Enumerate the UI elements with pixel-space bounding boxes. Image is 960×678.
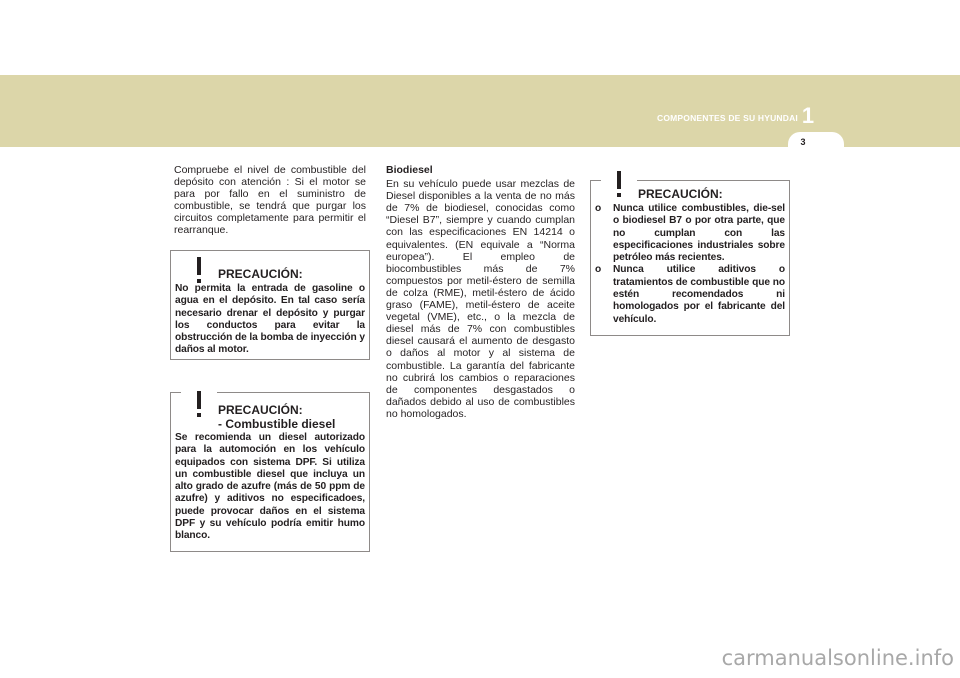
- biodiesel-section: [386, 164, 575, 420]
- warning-icon: [181, 387, 217, 423]
- warning-text: Se recomienda un diesel autorizado para la automoción en los vehículo equipados con sistema DPF. Si utiliza un combustible diesel que incluya un alto grado de azufre (más de 50 ppm de azufre) y aditivos no especificadoes, puede provocar daños en el sistema DPF y su vehículo podría emitir humo blanco.: [175, 432, 365, 542]
- warning-title: PRECAUCIÓN:: [218, 403, 303, 417]
- list-item-text: Nunca utilice aditivos o tratamientos de combustible que no estén recomendados ni homologados por el fabricante del vehículo.: [613, 264, 785, 325]
- warning-box-fuel-spec: [590, 180, 790, 336]
- fuel-check-paragraph: Compruebe el nivel de combustible del depósito con atención : Si el motor se para por fallo en el suministro de combustible, se tendrá que purgar los circuitos completamente para permitir el rearranque.: [174, 164, 366, 237]
- chapter-number: 1: [801, 103, 815, 128]
- list-item: [595, 203, 785, 264]
- warning-list: [595, 203, 785, 326]
- warning-icon: [601, 167, 637, 203]
- chapter-title: COMPONENTES DE SU HYUNDAI: [656, 113, 798, 123]
- bullet-marker: o: [595, 203, 602, 214]
- warning-box-diesel: [170, 392, 370, 552]
- list-item: [595, 264, 785, 325]
- bullet-marker: o: [595, 264, 602, 276]
- warning-title: PRECAUCIÓN:: [218, 267, 303, 281]
- warning-box-gasoline: [170, 250, 370, 360]
- list-item-text: Nunca utilice combustibles, die-sel o biodiesel B7 o por otra parte, que no cumplan con las especificaciones industriales sobre petróleo más recientes.: [613, 203, 785, 264]
- page-number: 3: [800, 137, 806, 147]
- warning-text: No permita la entrada de gasoline o agua en el depósito. En tal caso sería necesario drenar el depósito y purgar los conductos para evitar la obstrucción de la bomba de inyección y daños al motor.: [175, 283, 365, 356]
- watermark: carmanualsonline.info: [721, 646, 954, 670]
- warning-title: PRECAUCIÓN:: [638, 187, 723, 201]
- biodiesel-text: En su vehículo puede usar mezclas de Diesel disponibles a la venta de no más de 7% de biodiesel, conocidas como “Diesel B7”, siempre y cuando cumplan con las especificaciones EN 14214 o equivalentes. (EN equivale a “Norma europea”). El empleo de biocombustibles más de 7% compuestos por metil-éstero de semilla de colza (RME), metil-éstero de ácido graso (FAME), metil-éstero de aceite vegetal (VME), etc., o la mezcla de diesel más de 7% con combustibles diesel causará el aumento de desgasto o daños al motor y al sistema de combustible. La garantía del fabricante no cubrirá los cambios o reparaciones de componentes desgastados o dañados debido al uso de combustibles no homologados.: [386, 178, 575, 420]
- biodiesel-heading: Biodiesel: [386, 164, 433, 176]
- warning-subtitle: - Combustible diesel: [218, 417, 336, 431]
